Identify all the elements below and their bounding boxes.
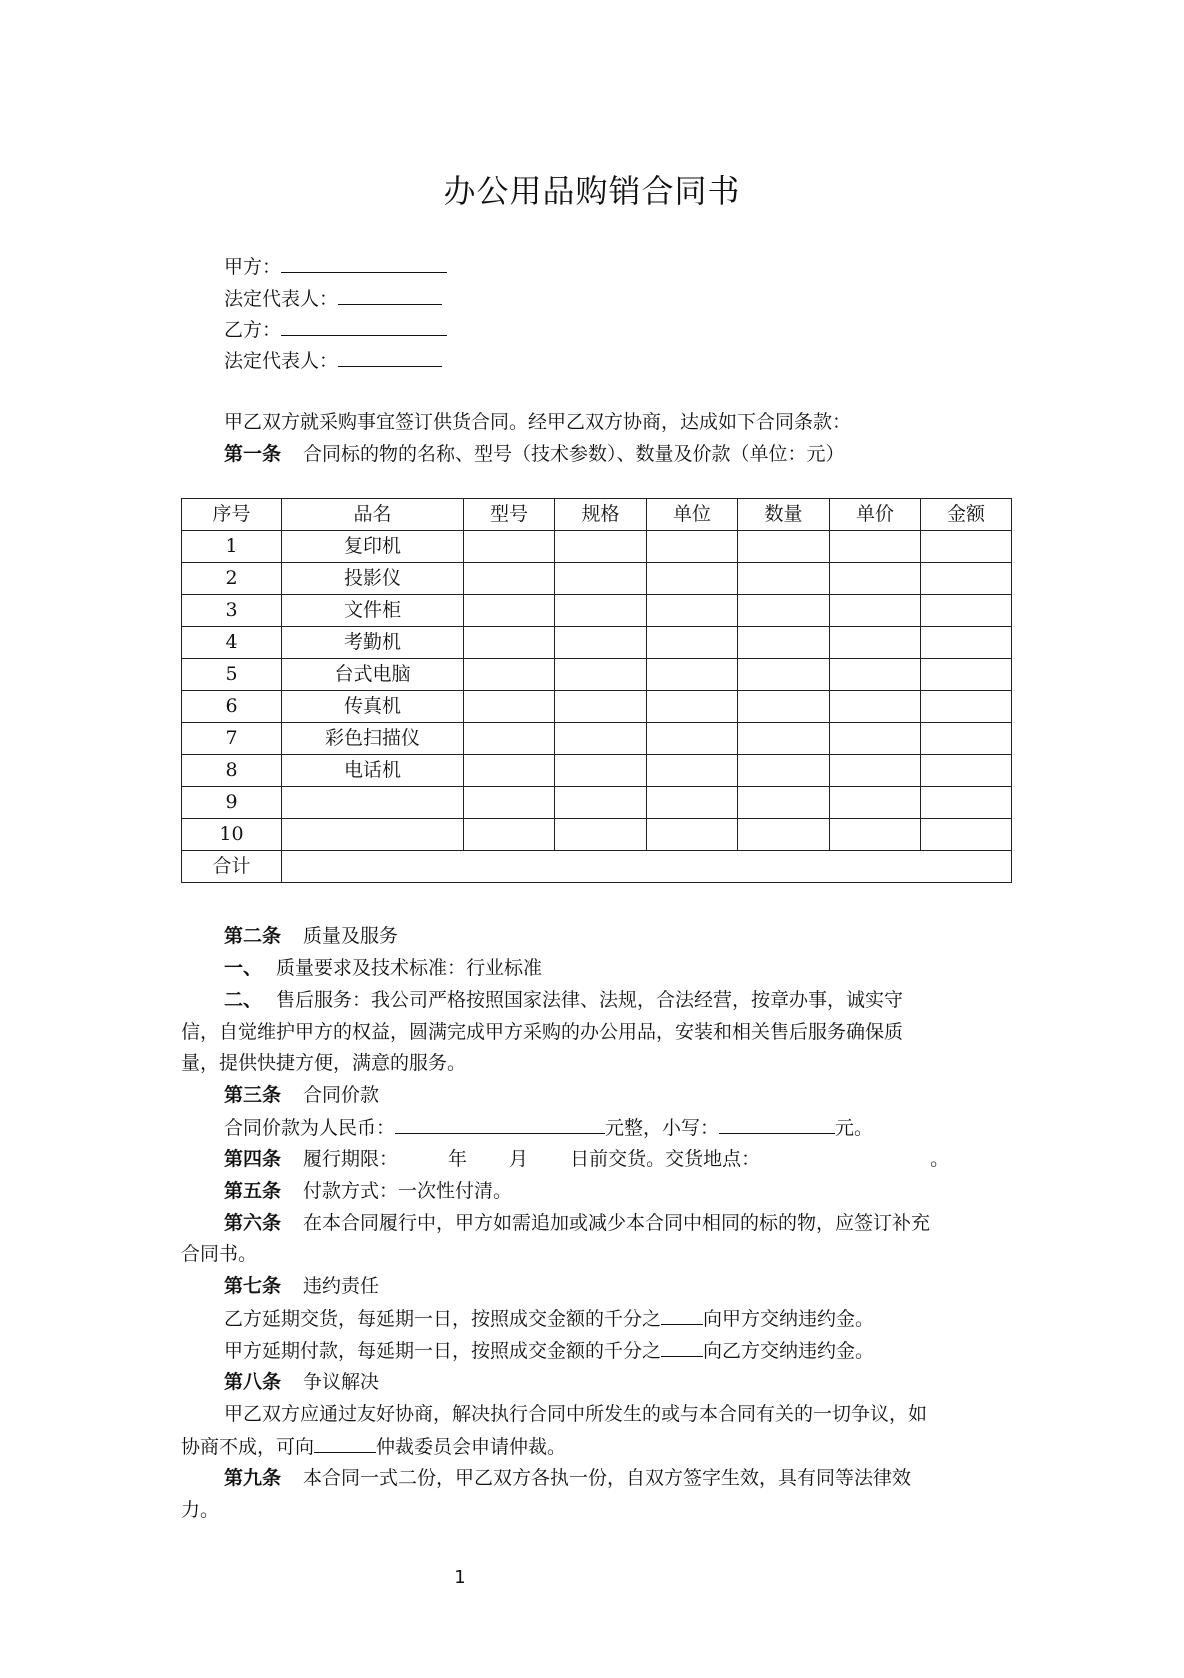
empty-cell bbox=[830, 787, 921, 819]
party-b-penalty-b: 向甲方交纳违约金。 bbox=[703, 1308, 875, 1330]
article-8-line-2 bbox=[181, 1430, 566, 1463]
empty-cell bbox=[921, 595, 1012, 627]
empty-cell bbox=[464, 627, 555, 659]
empty-cell bbox=[830, 659, 921, 691]
item-1-number: 一、 bbox=[224, 957, 263, 979]
empty-cell bbox=[647, 531, 738, 563]
item-name: 考勤机 bbox=[282, 627, 464, 659]
empty-cell bbox=[738, 691, 830, 723]
table-header-row bbox=[182, 499, 1012, 531]
price-small-label: 元整，小写： bbox=[605, 1117, 720, 1139]
empty-cell bbox=[647, 659, 738, 691]
empty-cell bbox=[921, 627, 1012, 659]
contract-price-line bbox=[224, 1111, 873, 1144]
empty-cell bbox=[738, 531, 830, 563]
empty-cell bbox=[647, 819, 738, 851]
empty-cell bbox=[464, 659, 555, 691]
empty-cell bbox=[830, 723, 921, 755]
empty-cell bbox=[830, 595, 921, 627]
article-8-title: 争议解决 bbox=[303, 1371, 380, 1393]
article-3-heading: 第三条 bbox=[224, 1084, 282, 1106]
empty-cell bbox=[830, 819, 921, 851]
empty-cell bbox=[830, 563, 921, 595]
empty-cell bbox=[555, 819, 647, 851]
table-row bbox=[182, 787, 1012, 819]
empty-cell bbox=[921, 819, 1012, 851]
article-1-heading: 第一条 bbox=[224, 443, 282, 465]
article-8-line-1: 甲乙双方应通过友好协商，解决执行合同中所发生的或与本合同有关的一切争议，如 bbox=[224, 1403, 928, 1425]
empty-cell bbox=[830, 531, 921, 563]
empty-cell bbox=[555, 723, 647, 755]
row-number: 8 bbox=[182, 755, 282, 787]
article-4 bbox=[224, 1143, 949, 1175]
arbitration-a: 协商不成，可向 bbox=[181, 1436, 315, 1458]
item-2-line-3: 量，提供快捷方便，满意的服务。 bbox=[181, 1052, 467, 1074]
article-6-line-2: 合同书。 bbox=[181, 1243, 258, 1265]
item-name: 文件柜 bbox=[282, 595, 464, 627]
empty-cell bbox=[738, 787, 830, 819]
total-label: 合计 bbox=[182, 851, 282, 883]
empty-cell bbox=[555, 531, 647, 563]
article-7-line-1 bbox=[224, 1302, 874, 1335]
empty-cell bbox=[830, 691, 921, 723]
empty-cell bbox=[647, 563, 738, 595]
item-2-number: 二、 bbox=[224, 989, 263, 1011]
empty-cell bbox=[464, 595, 555, 627]
header-cell: 序号 bbox=[182, 499, 282, 531]
item-name: 复印机 bbox=[282, 531, 464, 563]
party-b-penalty-a: 乙方延期交货，每延期一日，按照成交金额的千分之 bbox=[224, 1308, 662, 1330]
empty-cell bbox=[921, 755, 1012, 787]
empty-cell bbox=[921, 659, 1012, 691]
table-row bbox=[182, 531, 1012, 563]
empty-cell bbox=[830, 755, 921, 787]
empty-cell bbox=[738, 563, 830, 595]
page-number: 1 bbox=[454, 1567, 466, 1588]
party-a-penalty-a: 甲方延期付款，每延期一日，按照成交金额的千分之 bbox=[224, 1340, 662, 1362]
row-number: 2 bbox=[182, 563, 282, 595]
empty-cell bbox=[738, 755, 830, 787]
header-cell: 规格 bbox=[555, 499, 647, 531]
party-b-rate-blank bbox=[661, 1302, 703, 1325]
article-2-title: 质量及服务 bbox=[303, 925, 399, 947]
empty-cell bbox=[830, 627, 921, 659]
article-7-title: 违约责任 bbox=[303, 1275, 380, 1297]
price-label: 合同价款为人民币： bbox=[224, 1117, 396, 1139]
empty-cell bbox=[647, 627, 738, 659]
empty-cell bbox=[647, 595, 738, 627]
header-cell: 单位 bbox=[647, 499, 738, 531]
empty-cell bbox=[555, 627, 647, 659]
article-1 bbox=[224, 438, 845, 470]
term-label: 履行期限： bbox=[303, 1148, 399, 1170]
article-9-line-1: 本合同一式二份，甲乙双方各执一份，自双方签字生效，具有同等法律效 bbox=[303, 1467, 912, 1489]
empty-cell bbox=[464, 531, 555, 563]
year-label: 年 bbox=[448, 1148, 468, 1170]
empty-cell bbox=[555, 787, 647, 819]
item-name: 传真机 bbox=[282, 691, 464, 723]
month-label: 月 bbox=[509, 1148, 529, 1170]
article-7-line-2 bbox=[224, 1334, 874, 1367]
empty-cell bbox=[555, 691, 647, 723]
empty-cell bbox=[647, 787, 738, 819]
article-5-heading: 第五条 bbox=[224, 1180, 282, 1202]
delivery-label: 日前交货。交货地点： bbox=[570, 1148, 761, 1170]
table-row bbox=[182, 627, 1012, 659]
empty-cell bbox=[464, 563, 555, 595]
table-row bbox=[182, 659, 1012, 691]
header-cell: 金额 bbox=[921, 499, 1012, 531]
goods-table bbox=[181, 498, 1012, 883]
table-row bbox=[182, 819, 1012, 851]
article-9-line-2: 力。 bbox=[181, 1499, 220, 1521]
empty-cell bbox=[921, 691, 1012, 723]
table-row bbox=[182, 723, 1012, 755]
article-6-line-1: 在本合同履行中，甲方如需追加或减少本合同中相同的标的物，应签订补充 bbox=[303, 1212, 931, 1234]
price-words-blank bbox=[395, 1111, 605, 1134]
empty-cell bbox=[647, 723, 738, 755]
party-b-line bbox=[224, 313, 447, 346]
party-a-blank bbox=[281, 250, 447, 273]
item-name: 投影仪 bbox=[282, 563, 464, 595]
party-b-blank bbox=[281, 313, 447, 336]
party-a-penalty-b: 向乙方交纳违约金。 bbox=[703, 1340, 875, 1362]
rep-b-label: 法定代表人： bbox=[224, 350, 339, 372]
empty-cell bbox=[647, 691, 738, 723]
row-number: 5 bbox=[182, 659, 282, 691]
empty-cell bbox=[921, 723, 1012, 755]
article-4-heading: 第四条 bbox=[224, 1148, 282, 1170]
empty-cell bbox=[555, 595, 647, 627]
row-number: 10 bbox=[182, 819, 282, 851]
header-cell: 单价 bbox=[830, 499, 921, 531]
party-b-label: 乙方： bbox=[224, 319, 282, 341]
party-a-rate-blank bbox=[661, 1334, 703, 1357]
article-2-item-1 bbox=[224, 952, 542, 984]
article-7-heading: 第七条 bbox=[224, 1275, 282, 1297]
header-cell: 品名 bbox=[282, 499, 464, 531]
article-8 bbox=[224, 1366, 379, 1398]
empty-cell bbox=[555, 563, 647, 595]
empty-cell bbox=[464, 691, 555, 723]
total-value-cell bbox=[282, 851, 1012, 883]
empty-cell bbox=[555, 755, 647, 787]
article-3 bbox=[224, 1079, 379, 1111]
item-name bbox=[282, 787, 464, 819]
item-name: 彩色扫描仪 bbox=[282, 723, 464, 755]
rep-a-blank bbox=[338, 282, 442, 305]
empty-cell bbox=[738, 723, 830, 755]
table-row bbox=[182, 755, 1012, 787]
article-9 bbox=[224, 1462, 911, 1494]
item-1-text: 质量要求及技术标准：行业标准 bbox=[276, 957, 543, 979]
header-cell: 型号 bbox=[464, 499, 555, 531]
article-9-heading: 第九条 bbox=[224, 1467, 282, 1489]
row-number: 9 bbox=[182, 787, 282, 819]
item-name: 电话机 bbox=[282, 755, 464, 787]
intro-text: 甲乙双方就采购事宜签订供货合同。经甲乙双方协商，达成如下合同条款： bbox=[224, 411, 852, 433]
row-number: 4 bbox=[182, 627, 282, 659]
empty-cell bbox=[464, 755, 555, 787]
empty-cell bbox=[647, 755, 738, 787]
price-unit: 元。 bbox=[835, 1117, 874, 1139]
table-row bbox=[182, 563, 1012, 595]
table-total-row bbox=[182, 851, 1012, 883]
empty-cell bbox=[464, 819, 555, 851]
empty-cell bbox=[738, 627, 830, 659]
article-6 bbox=[224, 1207, 930, 1239]
article-2 bbox=[224, 920, 398, 952]
table-row bbox=[182, 595, 1012, 627]
article-2-item-2 bbox=[224, 984, 903, 1016]
article-8-heading: 第八条 bbox=[224, 1371, 282, 1393]
rep-b-line bbox=[224, 344, 442, 377]
article-6-heading: 第六条 bbox=[224, 1212, 282, 1234]
empty-cell bbox=[738, 819, 830, 851]
arbitration-b: 仲裁委员会申请仲裁。 bbox=[376, 1436, 567, 1458]
article-3-title: 合同价款 bbox=[303, 1084, 380, 1106]
empty-cell bbox=[738, 659, 830, 691]
party-a-line bbox=[224, 250, 447, 283]
rep-b-blank bbox=[338, 344, 442, 367]
article-5 bbox=[224, 1175, 512, 1207]
row-number: 6 bbox=[182, 691, 282, 723]
document-title: 办公用品购销合同书 bbox=[443, 172, 741, 210]
item-2-line-2: 信，自觉维护甲方的权益，圆满完成甲方采购的办公用品，安装和相关售后服务确保质 bbox=[181, 1021, 904, 1043]
party-a-label: 甲方： bbox=[224, 256, 282, 278]
article-1-text: 合同标的物的名称、型号（技术参数）、数量及价款（单位：元） bbox=[303, 443, 845, 465]
row-number: 1 bbox=[182, 531, 282, 563]
empty-cell bbox=[738, 595, 830, 627]
article-2-heading: 第二条 bbox=[224, 925, 282, 947]
row-number: 7 bbox=[182, 723, 282, 755]
arbitration-blank bbox=[314, 1430, 376, 1453]
row-number: 3 bbox=[182, 595, 282, 627]
item-name bbox=[282, 819, 464, 851]
empty-cell bbox=[464, 787, 555, 819]
rep-a-label: 法定代表人： bbox=[224, 288, 339, 310]
empty-cell bbox=[921, 563, 1012, 595]
table-row bbox=[182, 691, 1012, 723]
empty-cell bbox=[464, 723, 555, 755]
rep-a-line bbox=[224, 282, 442, 315]
item-name: 台式电脑 bbox=[282, 659, 464, 691]
empty-cell bbox=[921, 531, 1012, 563]
item-2-line-1: 售后服务：我公司严格按照国家法律、法规，合法经营，按章办事，诚实守 bbox=[276, 989, 904, 1011]
empty-cell bbox=[921, 787, 1012, 819]
price-figures-blank bbox=[719, 1111, 835, 1134]
empty-cell bbox=[555, 659, 647, 691]
header-cell: 数量 bbox=[738, 499, 830, 531]
delivery-end: 。 bbox=[930, 1148, 950, 1170]
article-5-text: 付款方式：一次性付清。 bbox=[303, 1180, 513, 1202]
article-7 bbox=[224, 1270, 379, 1302]
